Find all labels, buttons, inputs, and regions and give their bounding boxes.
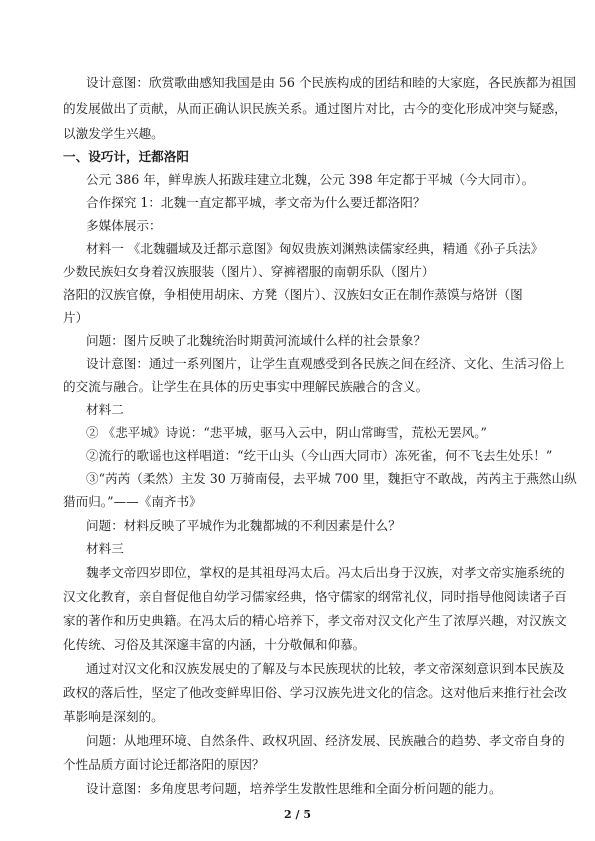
- paragraph-line: 设计意图：欣赏歌曲感知我国是由 56 个民族构成的团结和睦的大家庭，各民族都为祖国: [86, 75, 577, 90]
- paragraph-line: ② 《悲平城》诗说：“悲平城，驱马入云中，阴山常晦雪，荒松无罢风。”: [86, 425, 487, 440]
- paragraph-line: 化传统、习俗及其深邃丰富的内涵，十分敬佩和仰慕。: [63, 637, 366, 652]
- paragraph-line: 设计意图：通过一系列图片，让学生直观感受到各民族之间在经济、文化、生活习俗上: [86, 356, 565, 371]
- paragraph-line: 魏孝文帝四岁即位，掌权的是其祖母冯太后。冯太后出身于汉族，对孝文帝实施系统的: [86, 565, 565, 580]
- paragraph-line: 政权的落后性，坚定了他改变鲜卑旧俗、学习汉族先进文化的信念。这对他后来推行社会改: [63, 685, 567, 700]
- paragraph-line: 家的著作和历史典籍。在冯太后的精心培养下，孝文帝对汉文化产生了浓厚兴趣，对汉族文: [63, 613, 567, 628]
- paragraph-line: 材料一 《北魏疆域及迁都示意图》匈奴贵族刘渊熟读儒家经典，精通《孙子兵法》: [86, 241, 544, 256]
- paragraph-line: 问题：材料反映了平城作为北魏都城的不利因素是什么？: [86, 518, 401, 533]
- paragraph-line: 问题：从地理环境、自然条件、政权巩固、经济发展、民族融合的趋势、孝文帝自身的: [86, 733, 565, 748]
- paragraph-line: 公元 386 年，鲜卑族人拓跋珪建立北魏，公元 398 年定都于平城（今大同市）。: [86, 172, 535, 187]
- page-number: 2 / 5: [284, 808, 311, 821]
- paragraph-line: 片）: [63, 310, 89, 325]
- paragraph-line: 问题：图片反映了北魏统治时期黄河流域什么样的社会景象？: [86, 333, 427, 348]
- paragraph-line: 的发展做出了贡献，从而正确认识民族关系。通过图片对比，古今的变化形成冲突与疑惑，: [63, 101, 567, 116]
- paragraph-line: ②流行的歌谣也这样唱道：“纥干山头（今山西大同市）冻死雀，何不飞去生处乐！”: [86, 448, 553, 463]
- paragraph-line: ③“芮芮（柔然）主发 30 万骑南侵，去平城 700 里，魏拒守不敢战，芮芮主于燕然山纵: [86, 471, 577, 486]
- paragraph-line: 材料二: [86, 402, 124, 417]
- paragraph-line: 洛阳的汉族官僚，争相使用胡床、方凳（图片）、汉族妇女正在制作蒸馍与烙饼（图: [63, 287, 523, 302]
- paragraph-line: 个性品质方面讨论迁都洛阳的原因？: [63, 757, 265, 772]
- paragraph-line: 合作探究 1：北魏一直定都平城，孝文帝为什么要迁都洛阳？: [86, 195, 426, 210]
- paragraph-line: 的交流与融合。让学生在具体的历史事实中理解民族融合的含义。: [63, 379, 429, 394]
- paragraph-line: 少数民族妇女身着汉族服装（图片）、穿裤褶服的南朝乐队（图片）: [63, 264, 435, 279]
- section-heading: 一、设巧计，迁都洛阳: [63, 149, 189, 164]
- paragraph-line: 设计意图：多角度思考问题，培养学生发散性思维和全面分析问题的能力。: [86, 781, 502, 796]
- paragraph-line: 通过对汉文化和汉族发展史的了解及与本民族现状的比较，孝文帝深刻意识到本民族及: [86, 661, 565, 676]
- paragraph-line: 革影响是深刻的。: [63, 709, 164, 724]
- paragraph-line: 汉文化教育，亲自督促他自幼学习儒家经典，恪守儒家的纲常礼仪，同时指导他阅读诸子百: [63, 589, 567, 604]
- paragraph-line: 以激发学生兴趣。: [63, 126, 164, 141]
- paragraph-line: 材料三: [86, 541, 124, 556]
- paragraph-line: 多媒体展示：: [86, 218, 162, 233]
- paragraph-line: 猎而归。”——《南齐书》: [63, 494, 202, 509]
